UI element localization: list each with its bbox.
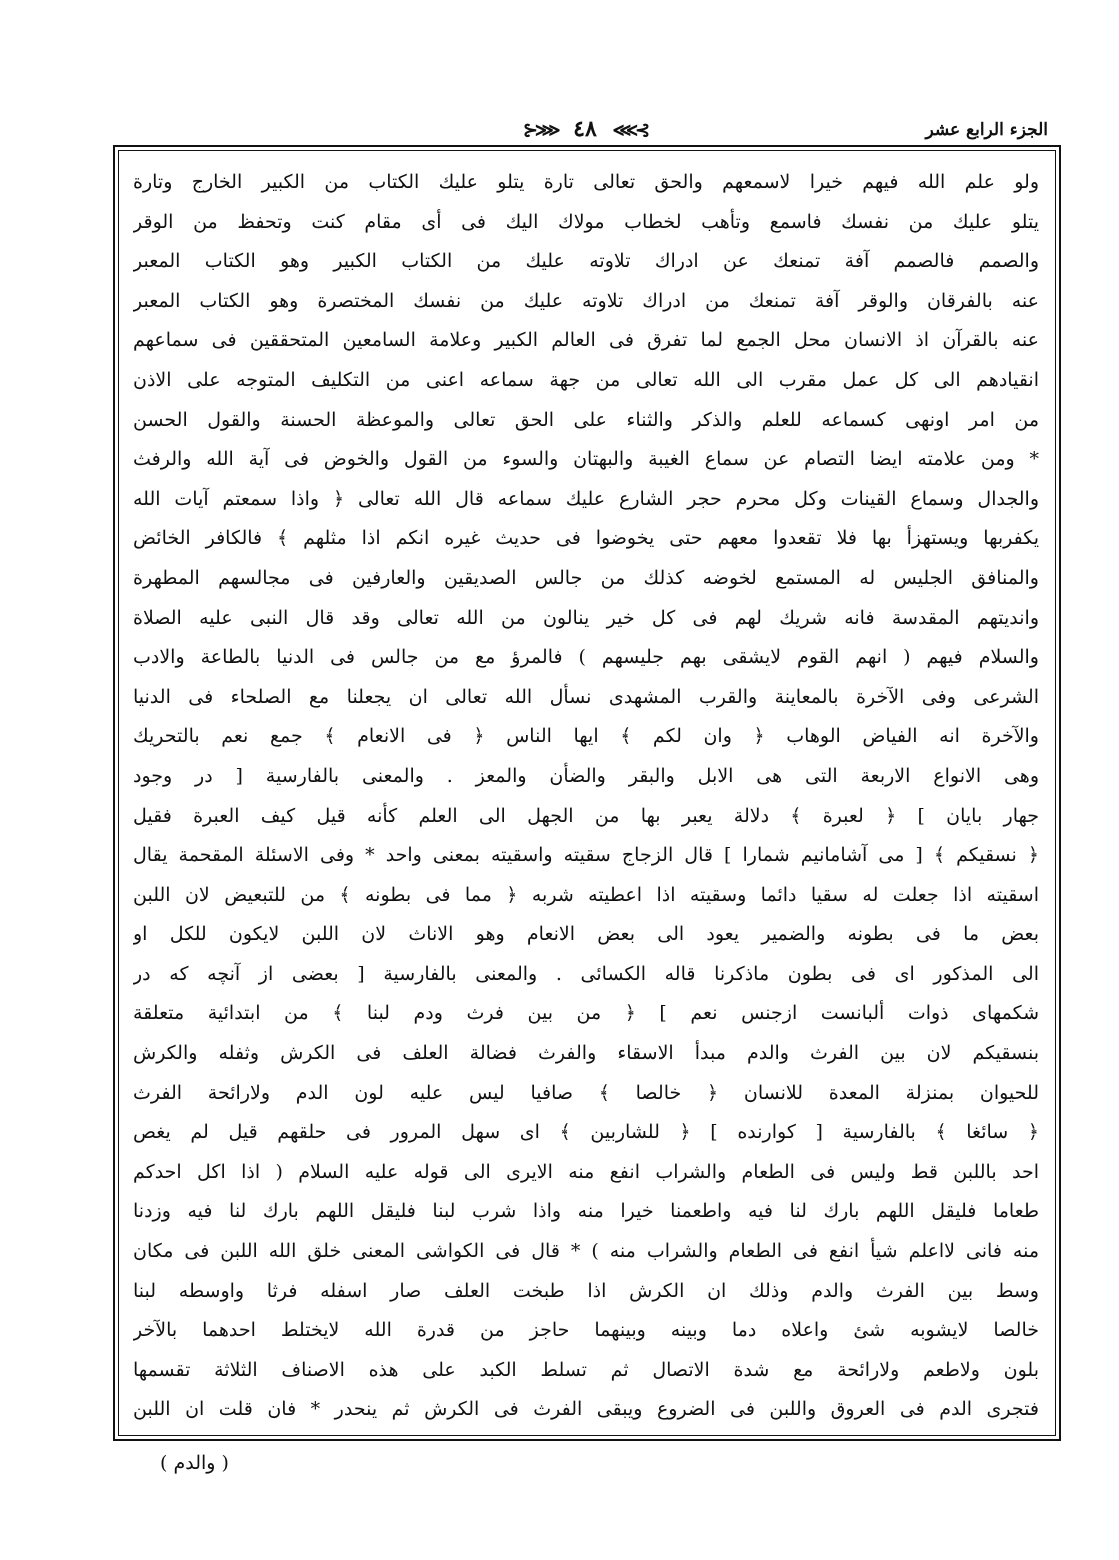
text-line: ولو علم الله فيهم خيرا لاسمعهم والحق تعالى تارة يتلو عليك الكتاب من الكبير الخارج وتارة (133, 171, 1039, 193)
text-line: للحيوان بمنزلة المعدة للانسان ﴿ خالصا ﴾ صافيا ليس عليه لون الدم ولارائحة الفرث (133, 1081, 1039, 1104)
text-line: فتجرى الدم فى العروق واللبن فى الضروع ويبقى الفرث فى الكرش ثم ينحدر * فان قلت ان اللبن (133, 1398, 1039, 1421)
text-line: والسلام فيهم ( انهم القوم لايشقى بهم جليسهم ) فالمرؤ مع من جالس فى الدنيا بالطاعة والادب (133, 646, 1039, 669)
text-line: وهى الانواع الاربعة التى هى الابل والبقر والضأن والمعز . والمعنى بالفارسية [ در وجود (133, 764, 1039, 787)
text-line: بعض ما فى بطونه والضمير يعود الى بعض الانعام وهو الاناث لان اللبن لايكون للكل او (133, 923, 1039, 946)
ornament-right-icon: ⋘⊰ (612, 119, 648, 141)
page-number-block (110, 116, 1060, 142)
text-line: خالصا لايشوبه شئ واعلاه دما وبينه وبينهما حاجز من قدرة الله لايختلط احدهما بالآخر (133, 1319, 1039, 1342)
text-line: من امر اونهى كسماعه للعلم والذكر والثناء على الحق تعالى والموعظة الحسنة والقول الحسن (133, 408, 1039, 431)
ornament-left-icon: ⊱⋙ (522, 119, 558, 141)
text-line: شكمهاى ذوات ألبانست ازجنس نعم ] ﴿ من بين فرث ودم لبنا ﴾ من ابتدائية متعلقة (133, 1002, 1039, 1025)
text-line: انقيادهم الى كل عمل مقرب الى الله تعالى من جهة سماعه اعنى من التكليف المتوجه على الاذن (133, 368, 1039, 391)
text-line: الى المذكور اى فى بطون ماذكرنا قاله الكسائى . والمعنى بالفارسية [ بعضى از آنچه كه در (133, 962, 1039, 985)
text-frame (113, 145, 1061, 1441)
text-line: وانديتهم المقدسة فانه شريك لهم فى كل خير ينالون من الله تعالى وقد قال النبى عليه الصلاة (133, 606, 1039, 629)
running-head-part-title: الجزء الرابع عشر (925, 120, 1048, 140)
text-line: عنه بالفرقان والوقر آفة تمنعك من ادراك تلاوته عليك من نفسك المختصرة وهو الكتاب المعبر (133, 289, 1039, 312)
catchword: ( والدم ) (160, 1452, 229, 1474)
text-line: احد باللبن قط وليس فى الطعام والشراب انفع منه الايرى الى قوله عليه السلام ( اذا اكل احدكم (133, 1160, 1039, 1183)
text-line: طعاما فليقل اللهم بارك لنا فيه واطعمنا خيرا منه واذا شرب لبنا فليقل اللهم بارك لنا فيه وزدنا (133, 1200, 1039, 1223)
text-line: وسط بين الفرث والدم وذلك ان الكرش اذا طبخت العلف صار اسفله فرثا واوسطه لبنا (133, 1279, 1039, 1302)
page-number: ٤٨ (573, 116, 597, 142)
text-line: اسقيته اذا جعلت له سقيا دائما وسقيته اذا اعطيته شربه ﴿ مما فى بطونه ﴾ من للتبعيض لان اللبن (133, 883, 1039, 906)
text-line: جهار بايان ] ﴿ لعبرة ﴾ دلالة يعبر بها من الجهل الى العلم كأنه قيل كيف العبرة فقيل (133, 804, 1039, 827)
text-line: والمنافق الجليس له المستمع لخوضه كذلك من جالس الصديقين والعارفين فى مجالسهم المطهرة (133, 566, 1039, 589)
text-line: * ومن علامته ايضا التصام عن سماع الغيبة والبهتان والسوء من القول والخوض فى آية الله والرفث (133, 448, 1039, 471)
text-line: منه فانى لااعلم شيأ انفع فى الطعام والشراب منه ) * قال فى الكواشى المعنى خلق الله اللبن فى مكان (133, 1240, 1039, 1263)
text-line: يكفربها ويستهزأ بها فلا تقعدوا معهم حتى يخوضوا فى حديث غيره انكم اذا مثلهم ﴾ فالكافر الخائض (133, 527, 1039, 550)
text-line: ﴿ سائغا ﴾ بالفارسية [ كوارنده ] ﴿ للشاربين ﴾ اى سهل المرور فى حلقهم قيل لم يغص (133, 1121, 1039, 1144)
text-line: عنه بالقرآن اذ الانسان محل الجمع لما تفرق فى العالم الكبير وعلامة السامعين المتحققين فى سماعهم (133, 329, 1039, 352)
text-line: بلون ولاطعم ولارائحة مع شدة الاتصال ثم تسلط الكبد على هذه الاصناف الثلاثة تقسمها (133, 1358, 1039, 1381)
text-line: والصمم فالصمم آفة تمنعك عن ادراك تلاوته عليك من الكتاب الكبير وهو الكتاب المعبر (133, 250, 1039, 273)
text-line: ﴿ نسقيكم ﴾ [ مى آشامانيم شمارا ] قال الزجاج سقيته واسقيته بمعنى واحد * وفى الاسئلة المقحمة يقال (133, 844, 1039, 867)
text-line: الشرعى وفى الآخرة بالمعاينة والقرب المشهدى نسأل الله تعالى ان يجعلنا مع الصلحاء فى الدنيا (133, 685, 1039, 708)
body-text (133, 163, 1039, 1430)
text-line: والآخرة انه الفياض الوهاب ﴿ وان لكم ﴾ ايها الناس ﴿ فى الانعام ﴾ جمع نعم بالتحريك (133, 725, 1039, 748)
text-line: يتلو عليك من نفسك فاسمع وتأهب لخطاب مولاك اليك فى أى مقام كنت وتحفظ من الوقر (133, 210, 1039, 233)
text-line: والجدال وسماع القينات وكل محرم حجر الشارع عليك سماعه قال الله تعالى ﴿ واذا سمعتم آيات الله (133, 487, 1039, 510)
page-header (110, 110, 1060, 150)
text-frame-inner (118, 150, 1056, 1436)
text-line: بنسقيكم لان بين الفرث والدم مبدأ الاسقاء والفرث فضالة العلف فى الكرش وثفله والكرش (133, 1042, 1039, 1065)
